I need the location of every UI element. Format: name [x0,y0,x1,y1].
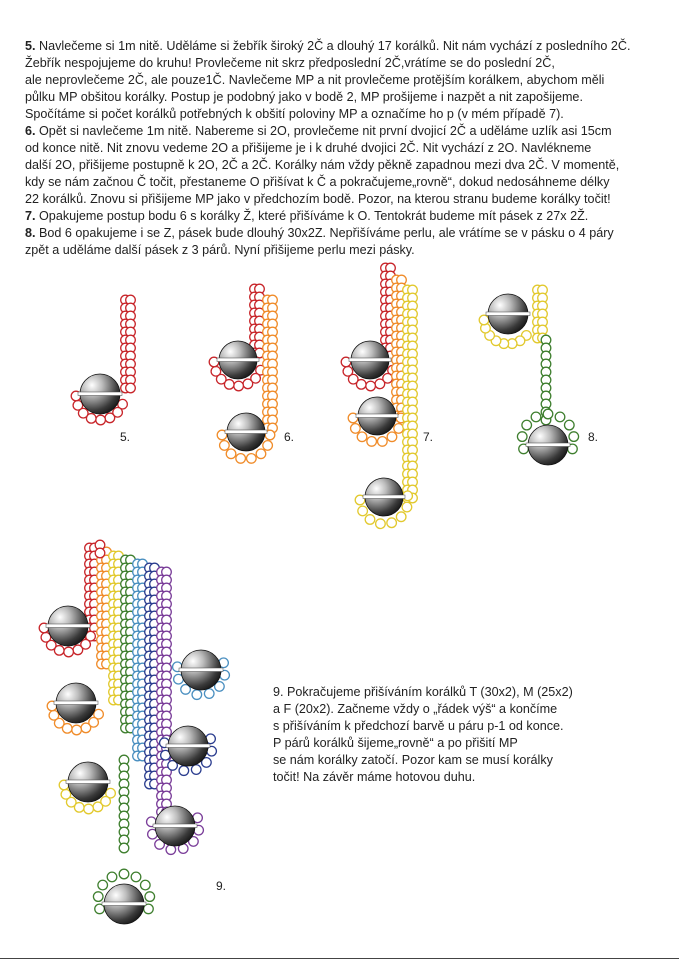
bead [387,432,397,442]
step-line: a F (20x2). Začneme vždy o „řádek výš“ a končíme [273,702,558,716]
bead [93,802,103,812]
bead [365,515,375,525]
bead [236,454,246,464]
step-line: půlku MP obšitou korálky. Postup je podobný jako v bodě 2, MP prošijeme i nazpět a nit zapošijeme. [25,90,583,104]
figure-6-label: 6. [284,430,295,444]
bead [351,424,361,434]
thread-band [179,668,223,672]
figure-8-label: 8. [588,430,599,444]
bead [517,432,527,442]
bead [564,420,574,430]
bead [95,548,105,558]
bead [522,420,532,430]
step-line: Žebřík nespojujeme do kruhu! Provlečeme nit skrz předposlední 2Č,vrátíme se do poslední 2Č, [25,56,555,70]
step-9-text [273,684,603,786]
bead [93,892,103,902]
step-line: Navlečeme si 1m nitě. Uděláme si žebřík široký 2Č a dlouhý 17 korálků. Nit nám vychází z posledního 2Č. [35,39,631,53]
step-line: Spočítáme si počet korálků potřebných k obšití poloviny MP a označíme ho p (v mém případě 7). [25,107,564,121]
step-number: 5. [25,39,36,53]
step-number: 6. [25,124,36,138]
bead [107,872,117,882]
bead [105,413,115,423]
bead [145,892,155,902]
bead [357,432,367,442]
thread-band [166,744,210,748]
step-line: Opakujeme postup bodu 6 s korálky Ž, které přišíváme k O. Tentokrát budeme mít pásek z 27x 2Ž. [35,209,589,223]
bead [204,689,214,699]
step-line: kdy se nám začnou Č točit, přestaneme O přišívat k Č a pokračujeme„rovně“, dokud nedosáhneme délky [25,175,610,189]
bead-layer [39,263,578,913]
step-line: zpět a uděláme další pásek z 3 párů. Nyní přišijeme perlu mezi pásky. [25,243,415,257]
bead [179,766,189,776]
bead [378,437,388,447]
bead [96,415,106,425]
step-line: s přišíváním k předchozí barvě u páru p-1 od konce. [273,719,564,733]
step-line: se nám korálky zatočí. Pozor kam se musí korálky [273,753,553,767]
bead [64,647,74,657]
bead [119,869,129,879]
bead [140,880,150,890]
bead [376,519,386,529]
bead [396,512,406,522]
figure-5-label: 5. [120,430,131,444]
bead [247,454,257,464]
bead [387,518,397,528]
bead [220,441,230,451]
thread-band [46,624,90,628]
step-line: Opět si navlečeme 1m nitě. Nabereme si 2O, provlečeme nit první dvojicí 2Č a uděláme uzlík asi 15cm [35,124,612,138]
bead [73,645,83,655]
thread-band [363,495,405,499]
thread-band [526,443,570,447]
step-line: od konce nitě. Nit znovu vedeme 2O a přišijeme je i k druhé dvojici 2Č. Nit vychází z 2O. Navlékneme [25,141,592,155]
bead [569,432,579,442]
footer-divider [0,958,679,959]
bead [343,367,353,377]
bead [211,367,221,377]
thread-band [78,392,122,396]
step-line: P párů korálků šijeme„rovně“ a po přišití MP [273,736,518,750]
thread-band [349,358,391,362]
bead [131,872,141,882]
step-line: točit! Na závěr máme hotovou duhu. [273,770,476,784]
bead [543,409,553,419]
thread-band [217,358,259,362]
bead [555,412,565,422]
thread-band [486,312,530,316]
step-line: Bod 6 opakujeme i se Z, pásek bude dlouhý 30x2Z. Nepřišíváme perlu, ale vrátíme se v pásku o 4 páry [35,226,614,240]
bead [126,383,136,393]
step-line: 9. Pokračujeme přišíváním korálků T (30x2), M (25x2) [273,685,573,699]
step-line: ale neprovlečeme 2Č, ale pouze1Č. Navlečeme MP a nit provlečeme protějším korálkem, abychom měli [25,73,605,87]
bead [61,790,71,800]
bead [81,723,91,733]
bead [479,315,489,325]
bead [256,449,266,459]
bead [191,765,201,775]
bead [367,437,377,447]
bead [119,843,129,853]
thread-band [225,430,267,434]
bead [72,725,82,735]
bead [394,424,404,434]
bead [192,690,202,700]
bead [402,502,412,512]
bead [243,379,253,389]
step-line: další 2O, přišijeme postupně k 2O, 2Č a 2Č. Korálky nám vždy pěkně zapadnou mezi dva 2Č. V momentě, [25,158,620,172]
bead [226,449,236,459]
thread-band [153,824,197,828]
bead [234,381,244,391]
thread-band [54,701,98,705]
bead [49,711,59,721]
figure-9-label: 9. [216,879,227,893]
bead [358,506,368,516]
bead [84,804,94,814]
bead [98,880,108,890]
thread-band [66,780,110,784]
thread-band [356,414,398,418]
step-line: 22 korálků. Znovu si přišijeme MP jako v předchozím bodě. Pozor, na kterou stranu budeme korálky točit! [25,192,611,206]
step-number: 8. [25,226,36,240]
bead [263,441,273,451]
thread-band [102,902,146,906]
bead [531,412,541,422]
figure-7-label: 7. [423,430,434,444]
step-number: 7. [25,209,36,223]
bead [366,381,376,391]
bead [375,379,385,389]
